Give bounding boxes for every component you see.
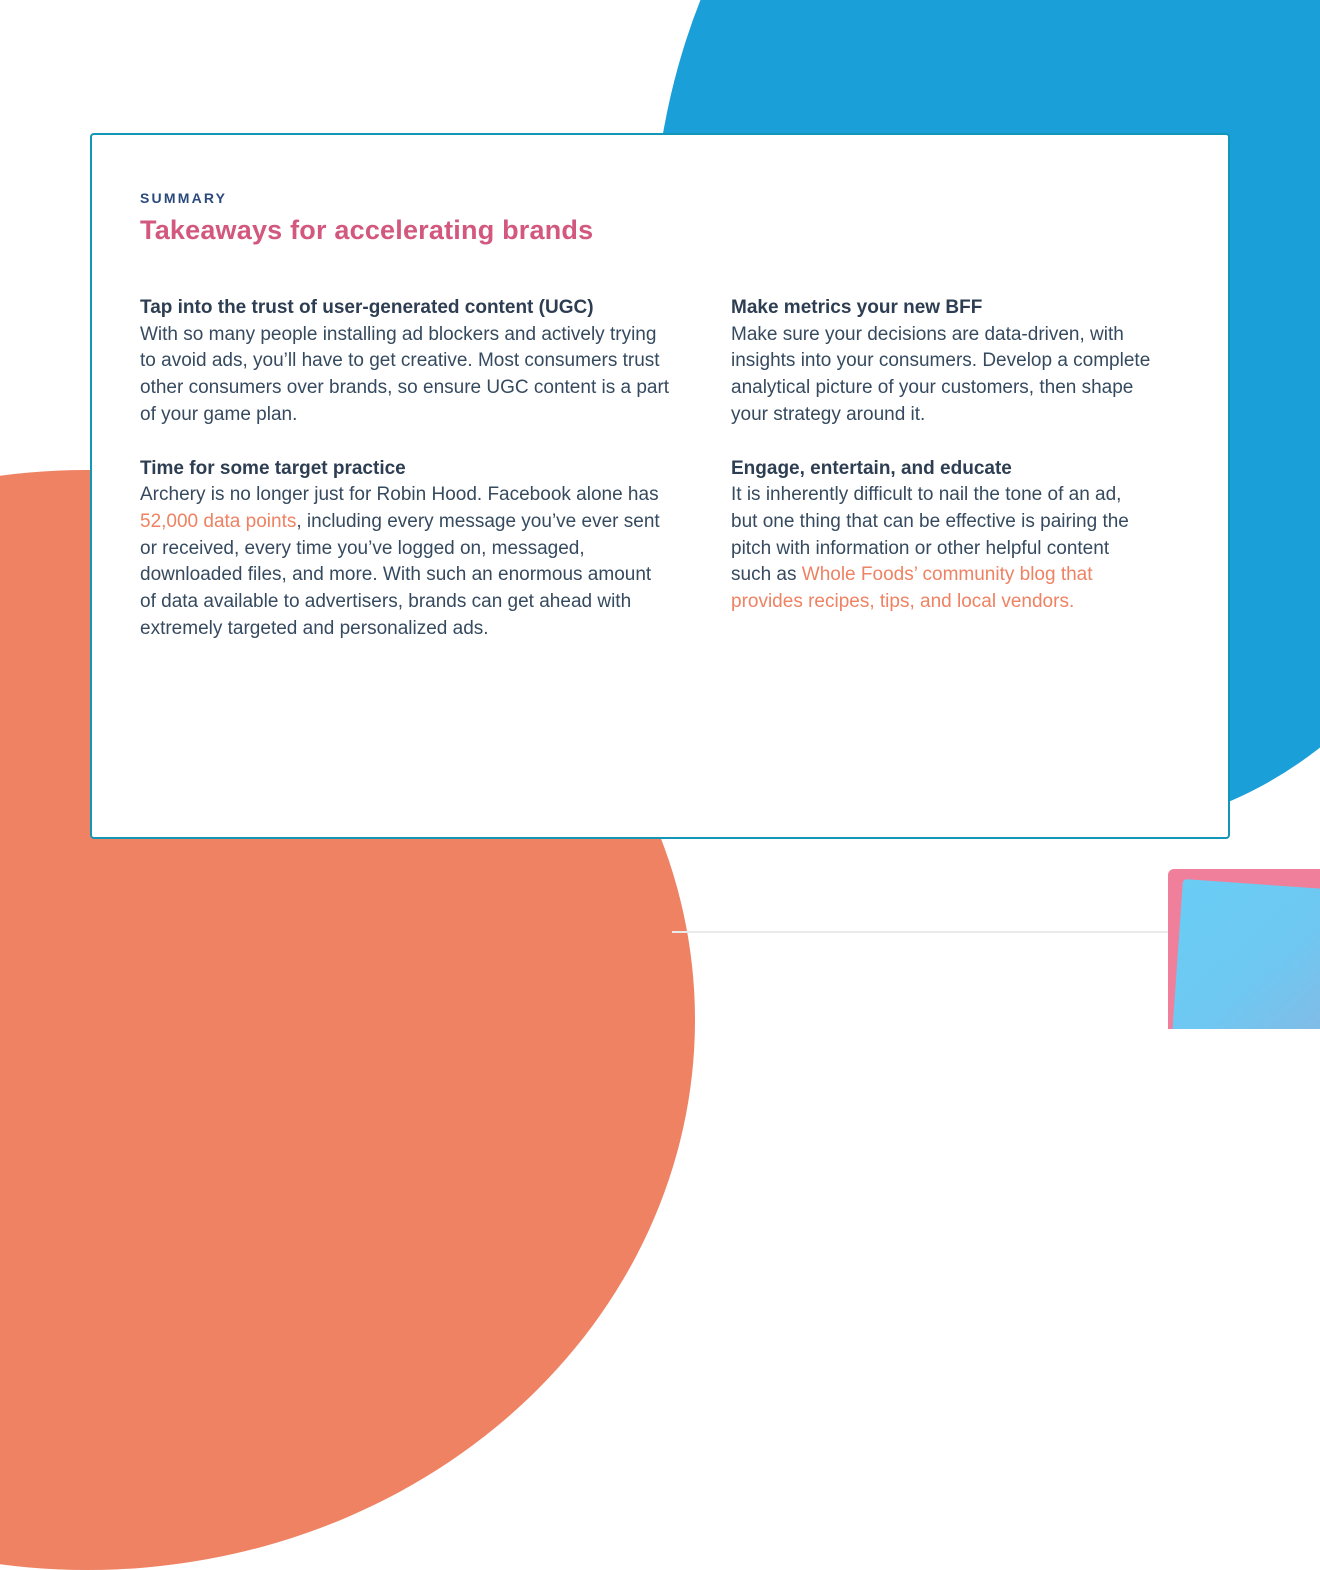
- takeaway-heading: Time for some target practice: [140, 457, 406, 479]
- left-column: [140, 295, 670, 669]
- takeaway-text: It is inherently difficult to nail the tone of an ad, but one thing that can be effective is pairing the pitch with information or other helpful content such as: [731, 484, 1129, 586]
- whole-foods-blog-link[interactable]: Whole Foods’ community blog that provides recipes, tips, and local vendors.: [731, 564, 1093, 613]
- takeaway-text: With so many people installing ad blockers and actively trying to avoid ads, you’ll have to get creative. Most consumers trust other consumers over brands, so ensure UGC content is a part of your game plan.: [140, 323, 670, 425]
- takeaway-text-continued: , including every message you’ve ever sent or received, every time you’ve logged on, messaged, downloaded files, and more. With such an enormous amount of data available to advertisers, brands can get ahead with extremely targeted and personalized ads.: [140, 510, 660, 639]
- takeaway-engage: [731, 456, 1151, 616]
- corner-decoration-tile: [1170, 879, 1320, 1029]
- takeaway-text: Archery is no longer just for Robin Hood. Facebook alone has: [140, 484, 659, 506]
- data-points-link[interactable]: 52,000 data points: [140, 510, 297, 532]
- right-column: [731, 295, 1151, 643]
- corner-decoration: [1168, 869, 1320, 1029]
- takeaway-metrics: [731, 295, 1151, 429]
- takeaway-heading: Engage, entertain, and educate: [731, 457, 1012, 479]
- page-title: Takeaways for accelerating brands: [140, 215, 594, 245]
- takeaway-heading: Tap into the trust of user-generated content (UGC): [140, 297, 594, 318]
- takeaway-ugc: [140, 295, 670, 429]
- summary-card: [90, 133, 1230, 839]
- takeaway-target-practice: [140, 456, 670, 643]
- takeaway-text: Make sure your decisions are data-driven, with insights into your consumers. Develop a complete analytical picture of your customers, then shape your strategy around it.: [731, 323, 1151, 425]
- takeaway-heading: Make metrics your new BFF: [731, 297, 983, 318]
- footer-divider: [672, 931, 1168, 933]
- section-eyebrow: SUMMARY: [140, 190, 228, 206]
